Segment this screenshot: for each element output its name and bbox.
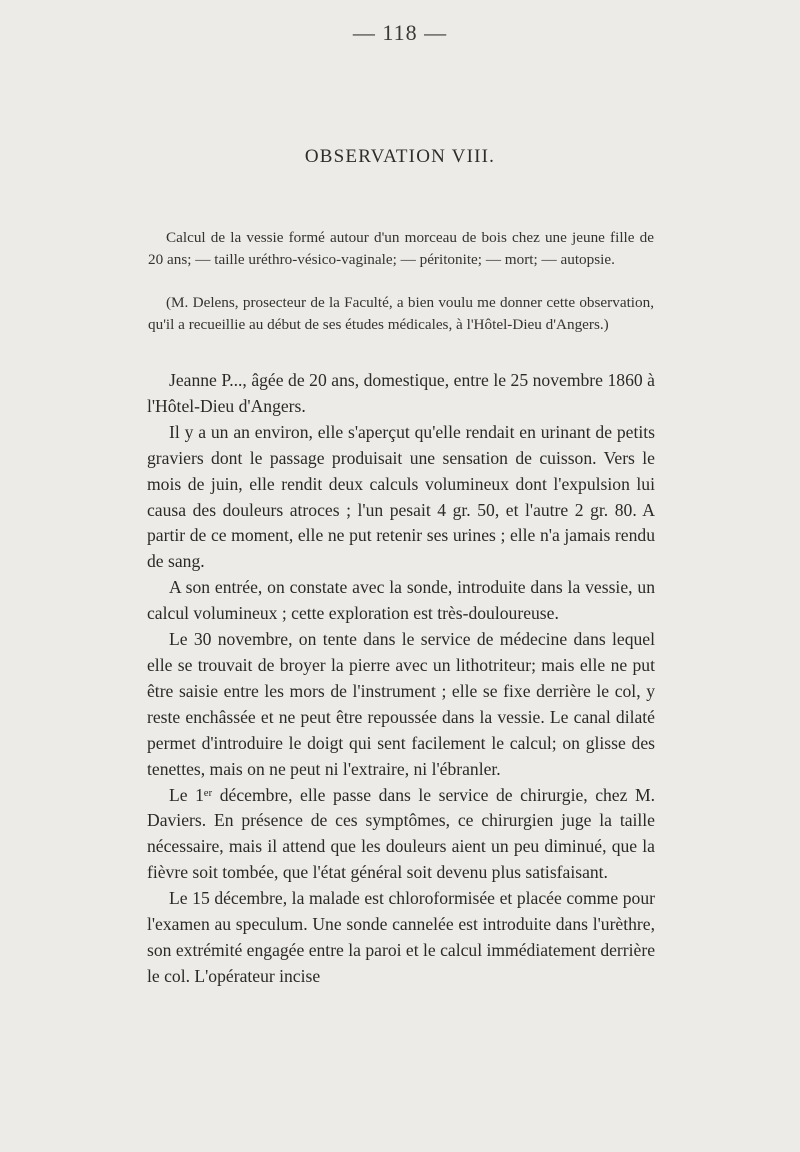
body-paragraph: Le 30 novembre, on tente dans le service de médecine dans lequel elle se trouvait de broyer la pierre avec un lithotriteur; mais elle ne put être saisie entre les mors de l'instrument ; elle se fixe derrière le col, y reste enchâssée et ne peut être repoussée dans la vessie. Le canal dilaté permet d'introduire le doigt qui sent facilement le calcul; on glisse des tenettes, mais on ne peut ni l'extraire, ni l'ébranler. [147,629,655,779]
case-summary [148,227,654,270]
case-body [147,368,655,990]
body-paragraph: Le 1ᵉʳ décembre, elle passe dans le service de chirurgie, chez M. Daviers. En présence de ces symptômes, ce chirurgien juge la taille nécessaire, mais il attend que les douleurs aient un peu diminué, que la fièvre soit tombée, que l'état général soit devenu plus satisfaisant. [147,784,655,883]
observation-heading: OBSERVATION VIII. [304,146,496,167]
page-number: — 118 — [352,20,448,45]
body-paragraph: A son entrée, on constate avec la sonde, introduite dans la vessie, un calcul volumineux ; cette exploration est très-douloureuse. [147,577,655,624]
source-note [148,292,654,335]
summary-paragraph: Calcul de la vessie formé autour d'un morceau de bois chez une jeune fille de 20 ans; — taille uréthro-vésico-vaginale; — péritonite; — mort; — autopsie. [148,229,654,268]
body-paragraph: Jeanne P..., âgée de 20 ans, domestique, entre le 25 novembre 1860 à l'Hôtel-Dieu d'Angers. [147,370,655,416]
body-paragraph: Il y a un an environ, elle s'aperçut qu'elle rendait en urinant de petits graviers dont le passage produisait une sensation de cuisson. Vers le mois de juin, elle rendit deux calculs volumineux dont l'expulsion lui causa des douleurs atroces ; l'un pesait 4 gr. 50, et l'autre 2 gr. 80. A partir de ce moment, elle ne put retenir ses urines ; elle n'a jamais rendu de sang. [147,421,655,572]
summary-paragraph: (M. Delens, prosecteur de la Faculté, a bien voulu me donner cette observation, qu'il a recueillie au début de ses études médicales, à l'Hôtel-Dieu d'Angers.) [148,294,654,333]
body-paragraph: Le 15 décembre, la malade est chloroformisée et placée comme pour l'examen au speculum. Une sonde cannelée est introduite dans l'urèthre, son extrémité engagée entre la paroi et le calcul immédiatement derrière le col. L'opérateur incise [147,888,656,986]
